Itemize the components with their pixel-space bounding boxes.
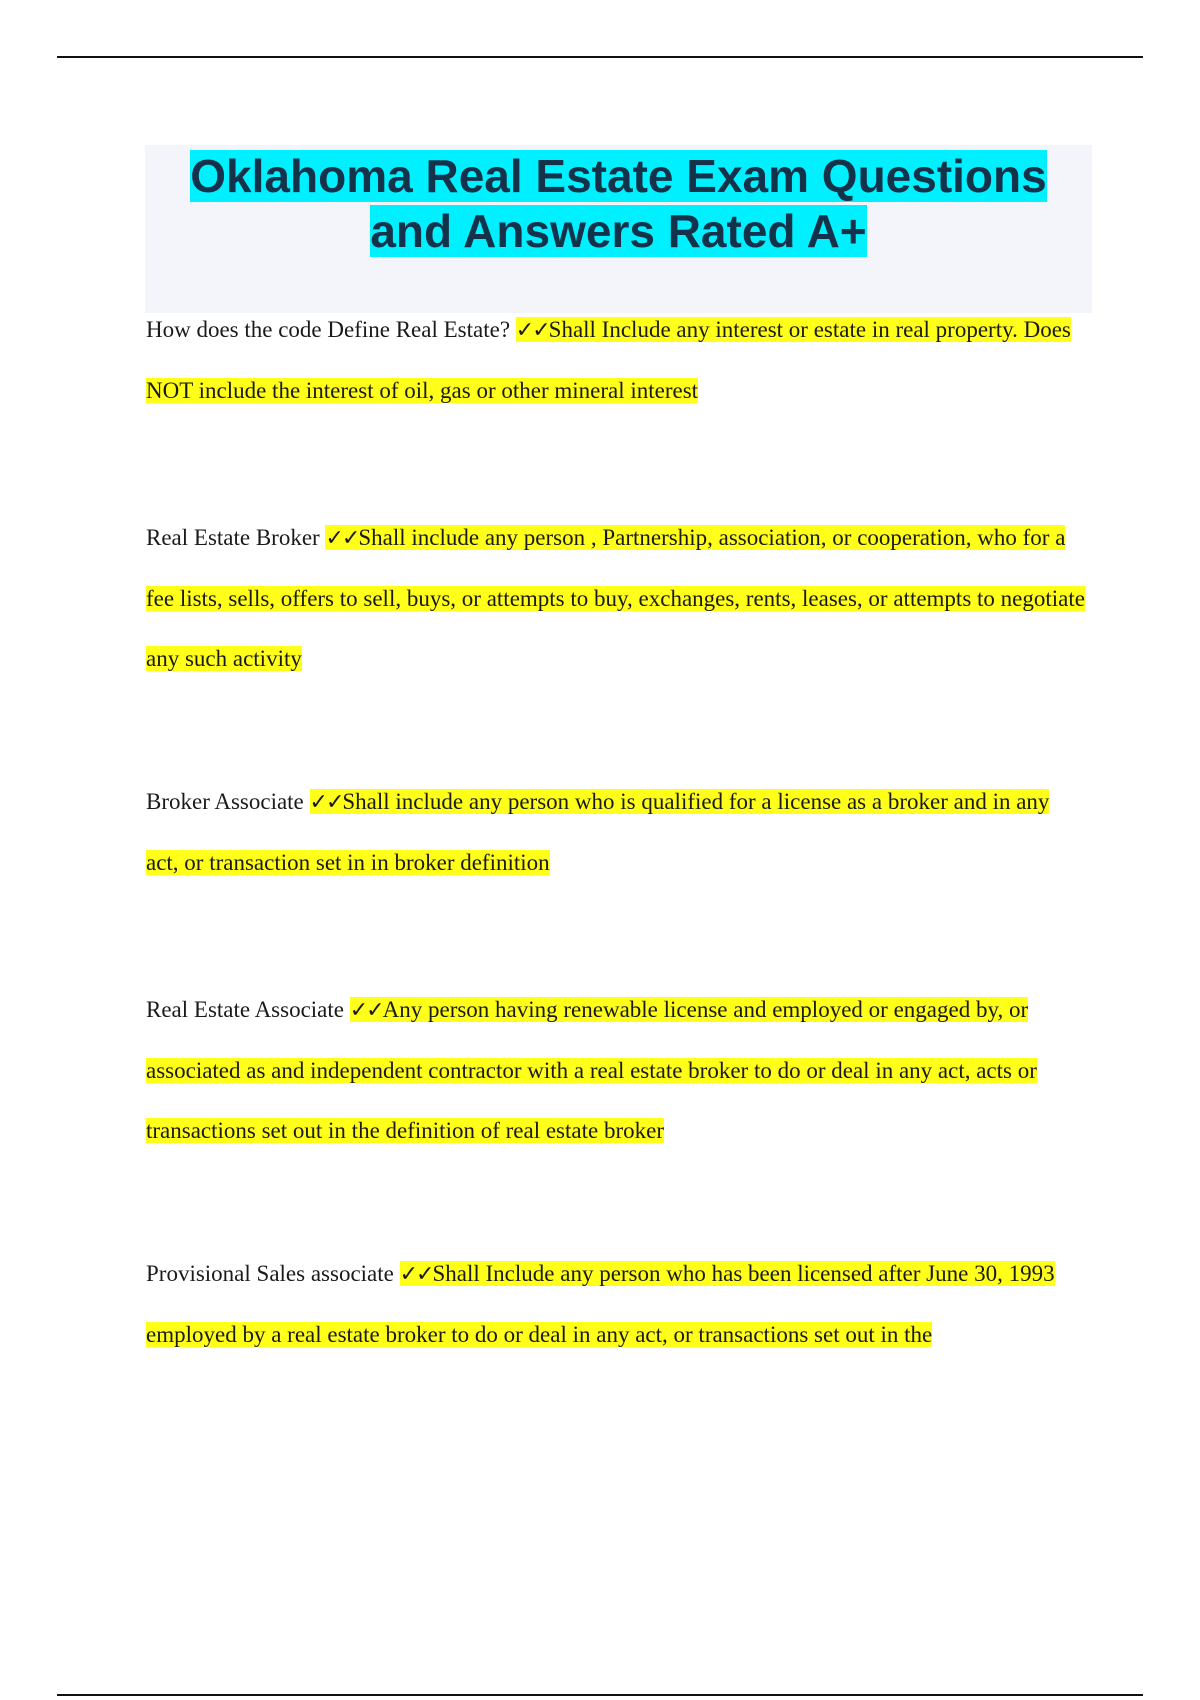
double-check-icon: ✓✓ [399,1262,433,1287]
title-line-1: Oklahoma Real Estate Exam Questions [190,150,1047,202]
question-text: How does the code Define Real Estate? [146,317,511,342]
answer-text: ✓✓Shall include any person , Partnership, association, or cooperation, who for a fee lists, sells, offers to sell, buys, or attempts to buy, exchanges, rents, leases, or attempts to negotiate any such activity [146,525,1085,671]
double-check-icon: ✓✓ [349,998,383,1023]
question-text: Provisional Sales associate [146,1261,394,1286]
qa-item [146,1244,1086,1365]
top-rule [57,56,1143,58]
question-text: Broker Associate [146,789,304,814]
qa-item [146,980,1086,1161]
bottom-rule [57,1694,1143,1696]
double-check-icon: ✓✓ [325,526,359,551]
title-block [145,145,1092,313]
qa-item [146,772,1086,893]
document-title [145,145,1092,259]
answer-text: ✓✓Any person having renewable license and employed or engaged by, or associated as and independent contractor with a real estate broker to do or deal in any act, acts or transactions set out in the definition of real estate broker [146,997,1037,1143]
double-check-icon: ✓✓ [309,790,343,815]
question-text: Real Estate Broker [146,525,320,550]
qa-item [146,508,1086,689]
question-text: Real Estate Associate [146,997,344,1022]
title-line-2: and Answers Rated A+ [370,205,867,257]
answer-text: ✓✓Shall Include any person who has been licensed after June 30, 1993 employed by a real estate broker to do or deal in any act, or transactions set out in the [146,1261,1055,1347]
qa-item [146,300,1086,421]
double-check-icon: ✓✓ [515,318,549,343]
answer-text: ✓✓Shall include any person who is qualified for a license as a broker and in any act, or transaction set in in broker definition [146,789,1050,875]
answer-text: ✓✓Shall Include any interest or estate in real property. Does NOT include the interest of oil, gas or other mineral interest [146,317,1071,403]
